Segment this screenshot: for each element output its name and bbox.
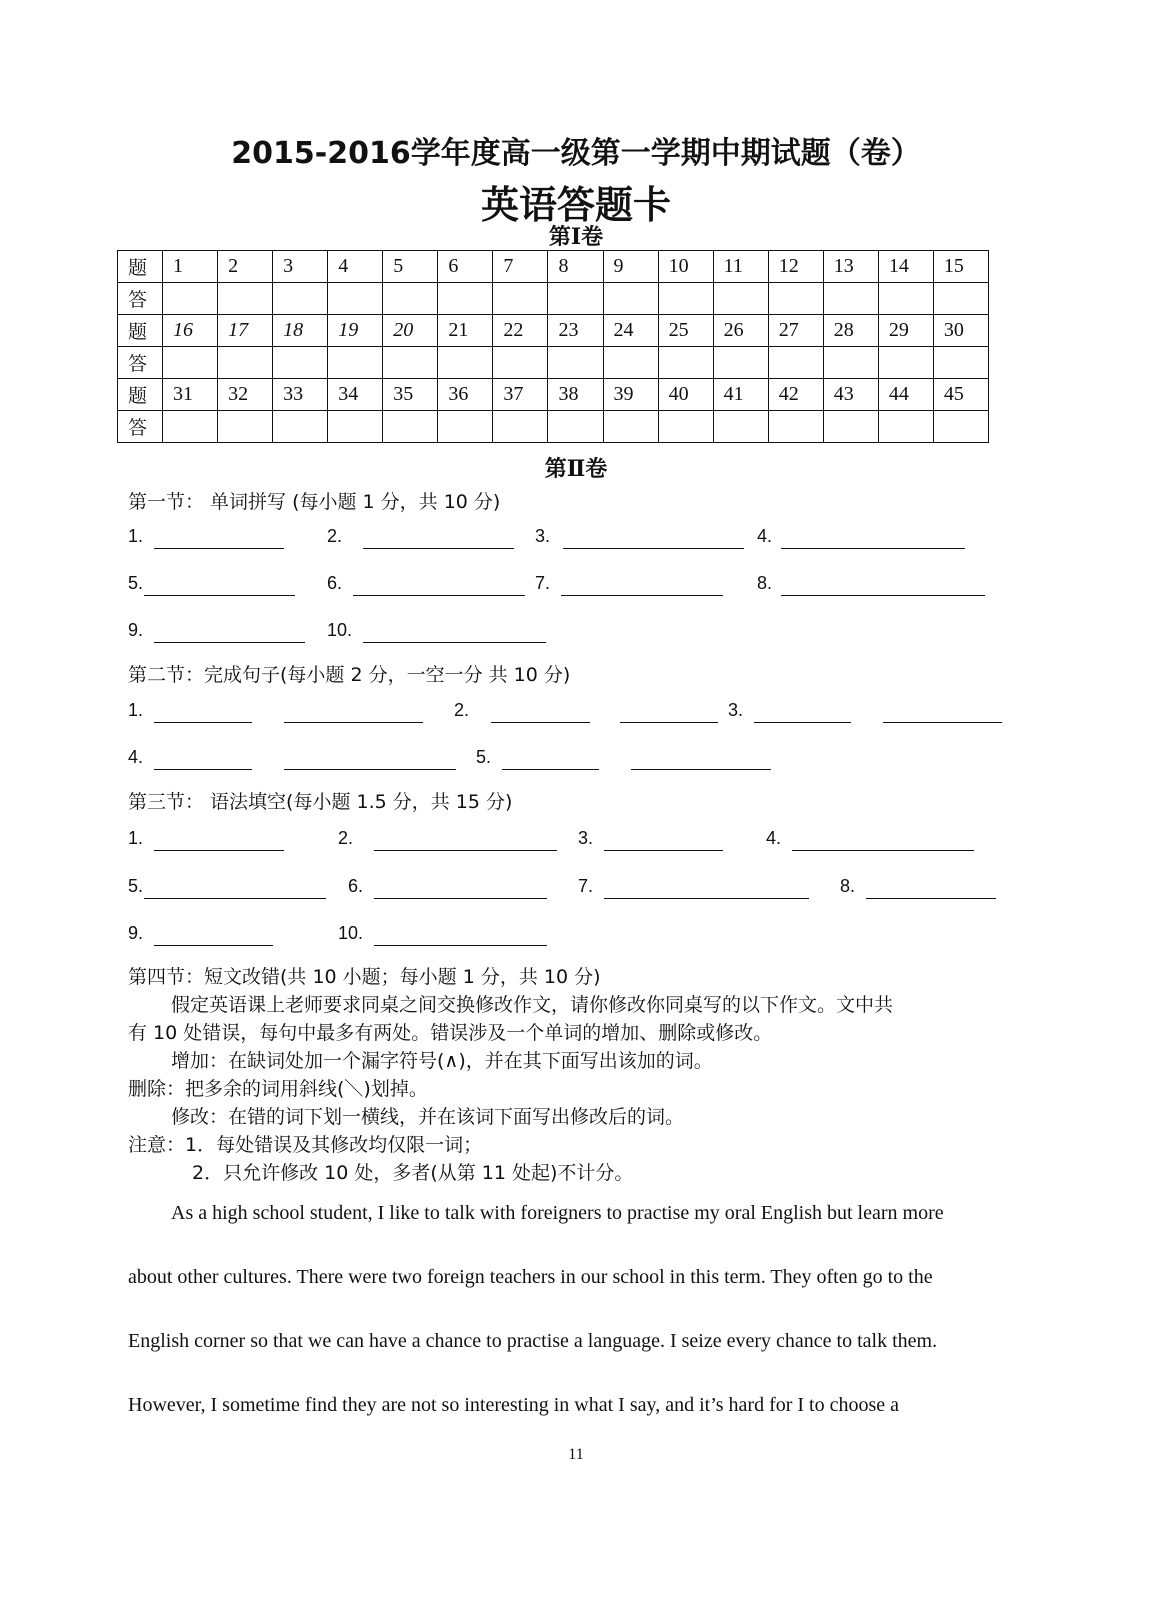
instruction-line: 假定英语课上老师要求同桌之间交换修改作文，请你修改你同桌写的以下作文。文中共: [171, 994, 894, 1016]
question-number: 1: [163, 251, 218, 283]
question-number: 45: [933, 379, 988, 411]
part-2-heading: 第Ⅱ卷: [544, 456, 608, 482]
answer-cell[interactable]: [273, 283, 328, 315]
essay-line: English corner so that we can have a chance to practise a language. I seize every chance to talk them.: [128, 1330, 938, 1352]
blank-label: 9.: [128, 923, 144, 943]
blank-label: 1.: [128, 526, 144, 546]
question-number: 41: [713, 379, 768, 411]
essay-line: However, I sometime find they are not so interesting in what I say, and it’s hard for I to choose a: [128, 1394, 900, 1416]
question-number: 5: [383, 251, 438, 283]
question-number: 4: [328, 251, 383, 283]
question-number: 34: [328, 379, 383, 411]
blank-label: 2.: [327, 526, 343, 546]
question-number: 32: [218, 379, 273, 411]
question-number: 35: [383, 379, 438, 411]
instruction-modify: 修改：在错的词下划一横线，并在该词下面写出修改后的词。: [171, 1106, 685, 1128]
answer-blank[interactable]: [781, 595, 985, 596]
section1-row-2: [0, 573, 1152, 603]
answer-cell[interactable]: [713, 411, 768, 443]
answer-cell[interactable]: [823, 283, 878, 315]
answer-blank[interactable]: [604, 850, 723, 851]
question-number: 31: [163, 379, 218, 411]
page-number: 11: [568, 1446, 584, 1463]
answer-cell[interactable]: [548, 347, 603, 379]
answer-cell[interactable]: [768, 347, 823, 379]
answer-blank[interactable]: [154, 722, 252, 723]
answer-row: [118, 411, 989, 443]
answer-cell[interactable]: [438, 283, 493, 315]
question-number: 20: [383, 315, 438, 347]
answer-blank[interactable]: [363, 548, 514, 549]
question-number: 19: [328, 315, 383, 347]
question-number: 18: [273, 315, 328, 347]
answer-cell[interactable]: [933, 411, 988, 443]
section1-row-3: [0, 620, 1152, 650]
answer-blank[interactable]: [561, 595, 723, 596]
answer-blank[interactable]: [374, 850, 557, 851]
blank-label: 8.: [757, 573, 773, 593]
answer-cell[interactable]: [493, 347, 548, 379]
answer-blank[interactable]: [374, 898, 547, 899]
answer-blank[interactable]: [604, 898, 809, 899]
answer-cell[interactable]: [823, 411, 878, 443]
answer-sheet-title: 英语答题卡: [480, 183, 671, 227]
answer-cell[interactable]: [493, 283, 548, 315]
blank-label: 5.: [128, 876, 144, 896]
answer-cell[interactable]: [658, 411, 713, 443]
answer-cell[interactable]: [273, 411, 328, 443]
answer-blank[interactable]: [154, 642, 305, 643]
question-number: 2: [218, 251, 273, 283]
answer-cell[interactable]: [603, 347, 658, 379]
answer-blank[interactable]: [866, 898, 996, 899]
answer-cell[interactable]: [878, 411, 933, 443]
question-number: 9: [603, 251, 658, 283]
question-label: 题: [118, 379, 163, 411]
question-label: 题: [118, 315, 163, 347]
blank-label: 6.: [348, 876, 364, 896]
exam-title: 2015-2016学年度高一级第一学期中期试题（卷）: [231, 136, 921, 171]
blank-label: 3.: [535, 526, 551, 546]
question-number: 11: [713, 251, 768, 283]
question-row: [118, 251, 989, 283]
blank-label: 2.: [454, 700, 470, 720]
answer-cell[interactable]: [878, 347, 933, 379]
essay-line: As a high school student, I like to talk with foreigners to practise my oral English but learn more: [171, 1202, 944, 1224]
answer-blank[interactable]: [284, 722, 423, 723]
question-number: 38: [548, 379, 603, 411]
answer-cell[interactable]: [768, 283, 823, 315]
answer-blank[interactable]: [144, 595, 295, 596]
answer-cell[interactable]: [933, 347, 988, 379]
answer-row: [118, 283, 989, 315]
answer-cell[interactable]: [548, 411, 603, 443]
question-number: 43: [823, 379, 878, 411]
question-number: 22: [493, 315, 548, 347]
note-line: 2．只允许修改 10 处，多者(从第 11 处起)不计分。: [192, 1162, 634, 1184]
part-1-heading: 第Ⅰ卷: [548, 224, 604, 250]
question-number: 12: [768, 251, 823, 283]
blank-label: 5.: [476, 747, 492, 767]
answer-blank[interactable]: [620, 722, 718, 723]
answer-cell[interactable]: [383, 347, 438, 379]
blank-label: 4.: [128, 747, 144, 767]
question-number: 26: [713, 315, 768, 347]
question-number: 40: [658, 379, 713, 411]
question-number: 15: [933, 251, 988, 283]
answer-cell[interactable]: [658, 283, 713, 315]
blank-label: 4.: [766, 828, 782, 848]
question-number: 42: [768, 379, 823, 411]
answer-cell[interactable]: [218, 283, 273, 315]
section2-row-1: [0, 700, 1152, 730]
blank-label: 4.: [757, 526, 773, 546]
answer-blank[interactable]: [144, 898, 326, 899]
blank-label: 10.: [338, 923, 364, 943]
question-row: [118, 315, 989, 347]
section3-row-1: [0, 828, 1152, 858]
section4-heading: 第四节：短文改错(共 10 小题；每小题 1 分，共 10 分): [128, 966, 601, 988]
answer-row: [118, 347, 989, 379]
question-number: 29: [878, 315, 933, 347]
answer-cell[interactable]: [768, 411, 823, 443]
answer-cell[interactable]: [603, 411, 658, 443]
question-number: 10: [658, 251, 713, 283]
section1-heading: 第一节： 单词拼写 (每小题 1 分，共 10 分): [128, 491, 501, 513]
answer-cell[interactable]: [438, 411, 493, 443]
blank-label: 6.: [327, 573, 343, 593]
answer-cell[interactable]: [878, 283, 933, 315]
note-line: 注意：1．每处错误及其修改均仅限一词；: [128, 1134, 483, 1156]
section3-row-2: [0, 876, 1152, 906]
answer-label: 答: [118, 411, 163, 443]
answer-cell[interactable]: [218, 347, 273, 379]
answer-blank[interactable]: [792, 850, 974, 851]
answer-cell[interactable]: [218, 411, 273, 443]
question-label: 题: [118, 251, 163, 283]
answer-blank[interactable]: [754, 722, 851, 723]
answer-cell[interactable]: [163, 283, 218, 315]
question-row: [118, 379, 989, 411]
question-number: 7: [493, 251, 548, 283]
question-number: 16: [163, 315, 218, 347]
blank-label: 7.: [535, 573, 551, 593]
question-number: 23: [548, 315, 603, 347]
answer-blank[interactable]: [353, 595, 525, 596]
blank-label: 7.: [578, 876, 594, 896]
answer-blank[interactable]: [502, 769, 599, 770]
answer-cell[interactable]: [163, 347, 218, 379]
answer-label: 答: [118, 283, 163, 315]
answer-blank[interactable]: [154, 548, 284, 549]
answer-blank[interactable]: [374, 945, 547, 946]
question-number: 37: [493, 379, 548, 411]
answer-cell[interactable]: [163, 411, 218, 443]
answer-cell[interactable]: [328, 411, 383, 443]
section3-row-3: [0, 923, 1152, 953]
question-number: 27: [768, 315, 823, 347]
blank-label: 3.: [728, 700, 744, 720]
question-number: 28: [823, 315, 878, 347]
instruction-line: 有 10 处错误，每句中最多有两处。错误涉及一个单词的增加、删除或修改。: [128, 1022, 773, 1044]
question-number: 6: [438, 251, 493, 283]
answer-blank[interactable]: [491, 722, 590, 723]
instruction-add: 增加：在缺词处加一个漏字符号(∧)，并在其下面写出该加的词。: [171, 1050, 713, 1072]
answer-cell[interactable]: [658, 347, 713, 379]
section2-row-2: [0, 747, 1152, 777]
answer-cell[interactable]: [713, 283, 768, 315]
question-number: 39: [603, 379, 658, 411]
question-number: 30: [933, 315, 988, 347]
answer-cell[interactable]: [328, 347, 383, 379]
answer-blank[interactable]: [154, 850, 284, 851]
answer-label: 答: [118, 347, 163, 379]
answer-blank[interactable]: [781, 548, 965, 549]
answer-blank[interactable]: [883, 722, 1002, 723]
answer-blank[interactable]: [363, 642, 546, 643]
blank-label: 5.: [128, 573, 144, 593]
blank-label: 8.: [840, 876, 856, 896]
answer-cell[interactable]: [383, 411, 438, 443]
answer-cell[interactable]: [548, 283, 603, 315]
blank-label: 1.: [128, 828, 144, 848]
answer-cell[interactable]: [933, 283, 988, 315]
answer-blank[interactable]: [631, 769, 771, 770]
answer-cell[interactable]: [823, 347, 878, 379]
question-number: 8: [548, 251, 603, 283]
blank-label: 1.: [128, 700, 144, 720]
blank-label: 3.: [578, 828, 594, 848]
section3-heading: 第三节： 语法填空(每小题 1.5 分，共 15 分): [128, 791, 513, 813]
instruction-delete: 删除：把多余的词用斜线(＼)划掉。: [128, 1078, 428, 1100]
question-number: 17: [218, 315, 273, 347]
answer-blank[interactable]: [284, 769, 456, 770]
blank-label: 9.: [128, 620, 144, 640]
question-number: 3: [273, 251, 328, 283]
answer-grid: [117, 250, 989, 443]
answer-blank[interactable]: [154, 769, 252, 770]
answer-blank[interactable]: [563, 548, 744, 549]
question-number: 21: [438, 315, 493, 347]
question-number: 44: [878, 379, 933, 411]
answer-cell[interactable]: [713, 347, 768, 379]
blank-label: 10.: [327, 620, 353, 640]
blank-label: 2.: [338, 828, 354, 848]
question-number: 33: [273, 379, 328, 411]
answer-cell[interactable]: [603, 283, 658, 315]
answer-blank[interactable]: [154, 945, 273, 946]
question-number: 24: [603, 315, 658, 347]
answer-cell[interactable]: [493, 411, 548, 443]
answer-cell[interactable]: [438, 347, 493, 379]
question-number: 25: [658, 315, 713, 347]
question-number: 36: [438, 379, 493, 411]
section1-row-1: [0, 526, 1152, 556]
answer-cell[interactable]: [383, 283, 438, 315]
section2-heading: 第二节：完成句子(每小题 2 分，一空一分 共 10 分): [128, 664, 571, 686]
essay-line: about other cultures. There were two foreign teachers in our school in this term. They often go to the: [128, 1266, 933, 1288]
answer-cell[interactable]: [273, 347, 328, 379]
question-number: 14: [878, 251, 933, 283]
question-number: 13: [823, 251, 878, 283]
answer-cell[interactable]: [328, 283, 383, 315]
